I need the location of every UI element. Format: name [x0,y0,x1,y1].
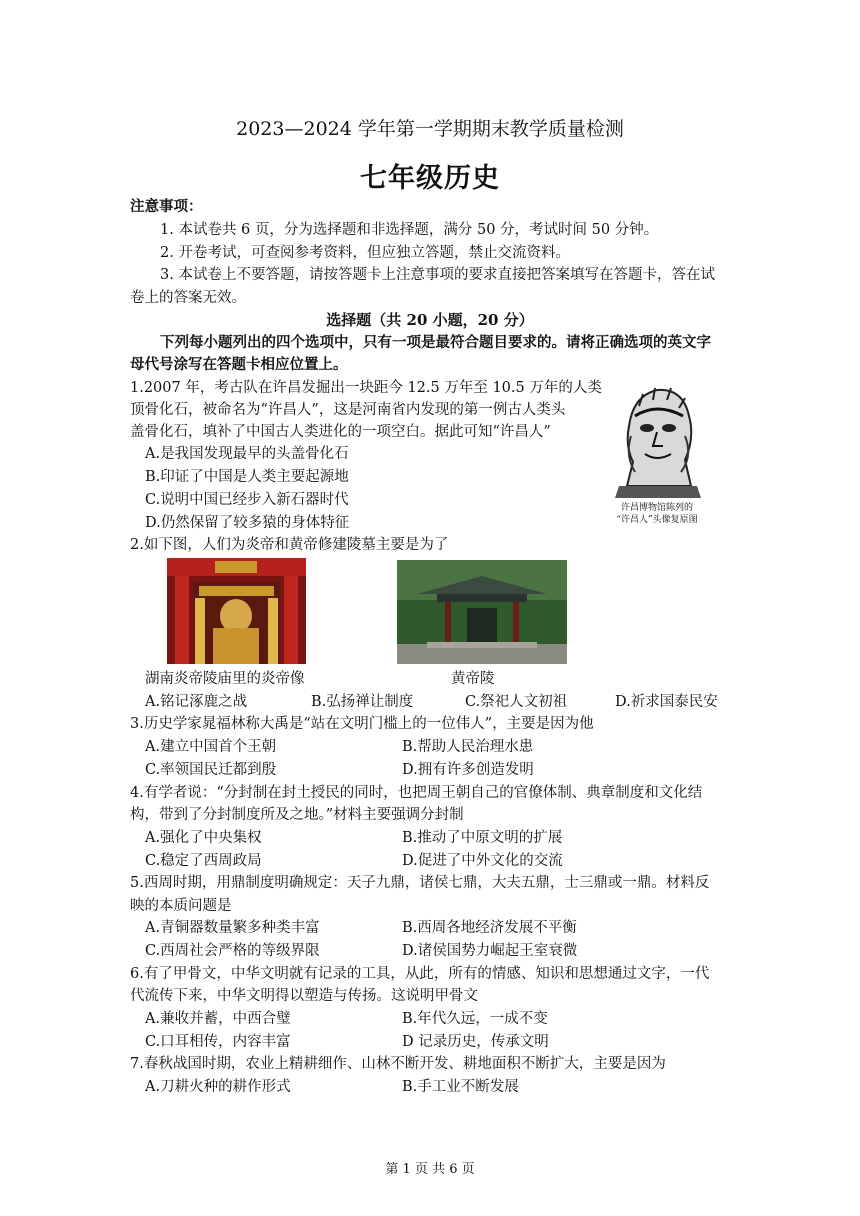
section-instruction: 母代号涂写在答题卡相应位置上。 [130,356,348,373]
q6-option-a: A.兼收并蓄，中西合璧 [145,1011,291,1027]
q6-stem-line: 6.有了甲骨文，中华文明就有记录的工具，从此，所有的情感、知识和思想通过文字，一代 [130,966,710,982]
notice-item: 卷上的答案无效。 [130,290,246,306]
q4-option-b: B.推动了中原文明的扩展 [402,830,563,846]
q1-option-a: A.是我国发现最早的头盖骨化石 [145,446,349,462]
notice-item: 1. 本试卷共 6 页，分为选择题和非选择题，满分 50 分，考试时间 50 分钟。 [160,222,659,238]
q1-stem-line: 顶骨化石，被命名为“许昌人”，这是河南省内发现的第一例古人类头 [130,402,566,418]
q4-stem-line: 4.有学者说：“分封制在封土授民的同时，也把周王朝自己的官僚体制、典章制度和文化结 [130,785,703,801]
huangdi-tomb-photo [397,560,567,664]
q2-option-a: A.铭记涿鹿之战 [145,694,248,710]
notice-item: 3. 本试卷上不要答题，请按答题卡上注意事项的要求直接把答案填写在答题卡，答在试 [160,267,715,283]
q6-stem-line: 代流传下来，中华文明得以塑造与传扬。这说明甲骨文 [130,988,478,1004]
q2-option-c: C.祭祀人文初祖 [465,694,568,710]
q4-option-a: A.强化了中央集权 [145,830,262,846]
q5-option-b: B.西周各地经济发展不平衡 [402,920,577,936]
page-footer: 第 1 页 共 6 页 [385,1162,475,1177]
q2-option-b: B.弘扬禅让制度 [311,694,414,710]
yandi-statue-photo [167,558,306,664]
q3-stem: 3.历史学家晁福林称大禹是“站在文明门槛上的一位伟人”，主要是因为他 [130,716,594,732]
q5-option-d: D.诸侯国势力崛起王室衰微 [402,943,578,959]
exam-title: 2023—2024 学年第一学期期末教学质量检测 [236,118,624,140]
q6-option-c: C.口耳相传，内容丰富 [145,1034,291,1050]
section-title: 选择题（共 20 小题，20 分） [326,311,534,329]
q1-option-d: D.仍然保留了较多猿的身体特征 [145,515,350,531]
q1-stem-line: 1.2007 年，考古队在许昌发掘出一块距今 12.5 万年至 10.5 万年的人类 [130,380,602,396]
q5-option-c: C.西周社会严格的等级界限 [145,943,320,959]
q4-stem-line: 构，带到了分封制度所及之地。”材料主要强调分封制 [130,807,464,823]
q2-option-d: D.祈求国泰民安 [615,694,718,710]
q2-stem: 2.如下图，人们为炎帝和黄帝修建陵墓主要是为了 [130,537,449,553]
q7-stem: 7.春秋战国时期，农业上精耕细作、山林不断开发、耕地面积不断扩大，主要是因为 [130,1056,666,1072]
q7-option-a: A.刀耕火种的耕作形式 [145,1079,291,1095]
q6-option-d: D 记录历史，传承文明 [402,1034,549,1050]
q3-option-d: D.拥有许多创造发明 [402,762,534,778]
q2-caption-left: 湖南炎帝陵庙里的炎帝像 [145,671,305,687]
q7-option-b: B.手工业不断发展 [402,1079,519,1095]
subject-title: 七年级历史 [360,163,500,194]
q2-caption-right: 黄帝陵 [451,671,495,687]
q4-option-d: D.促进了中外文化的交流 [402,853,563,869]
q3-option-b: B.帮助人民治理水患 [402,739,534,755]
q1-stem-line: 盖骨化石，填补了中国古人类进化的一项空白。据此可知“许昌人” [130,424,551,440]
notice-heading: 注意事项： [130,198,203,215]
q1-option-c: C.说明中国已经步入新石器时代 [145,492,349,508]
q3-option-a: A.建立中国首个王朝 [145,739,277,755]
q3-option-c: C.率领国民迁都到殷 [145,762,277,778]
q1-image-caption: 许昌博物馆陈列的 [620,503,693,513]
xuchang-man-sketch [605,376,710,498]
q5-stem-line: 映的本质问题是 [130,898,232,914]
q5-stem-line: 5.西周时期，用鼎制度明确规定：天子九鼎，诸侯七鼎，大夫五鼎，士三鼎或一鼎。材料反 [130,875,710,891]
notice-item: 2. 开卷考试，可查阅参考资料，但应独立答题，禁止交流资料。 [160,245,570,261]
q1-image-caption: “许昌人”头像复原图 [616,515,698,525]
q5-option-a: A.青铜器数量繁多种类丰富 [145,920,320,936]
q4-option-c: C.稳定了西周政局 [145,853,262,869]
q1-option-b: B.印证了中国是人类主要起源地 [145,469,349,485]
section-instruction: 下列每小题列出的四个选项中，只有一项是最符合题目要求的。请将正确选项的英文字 [160,334,711,351]
q6-option-b: B.年代久远，一成不变 [402,1011,548,1027]
